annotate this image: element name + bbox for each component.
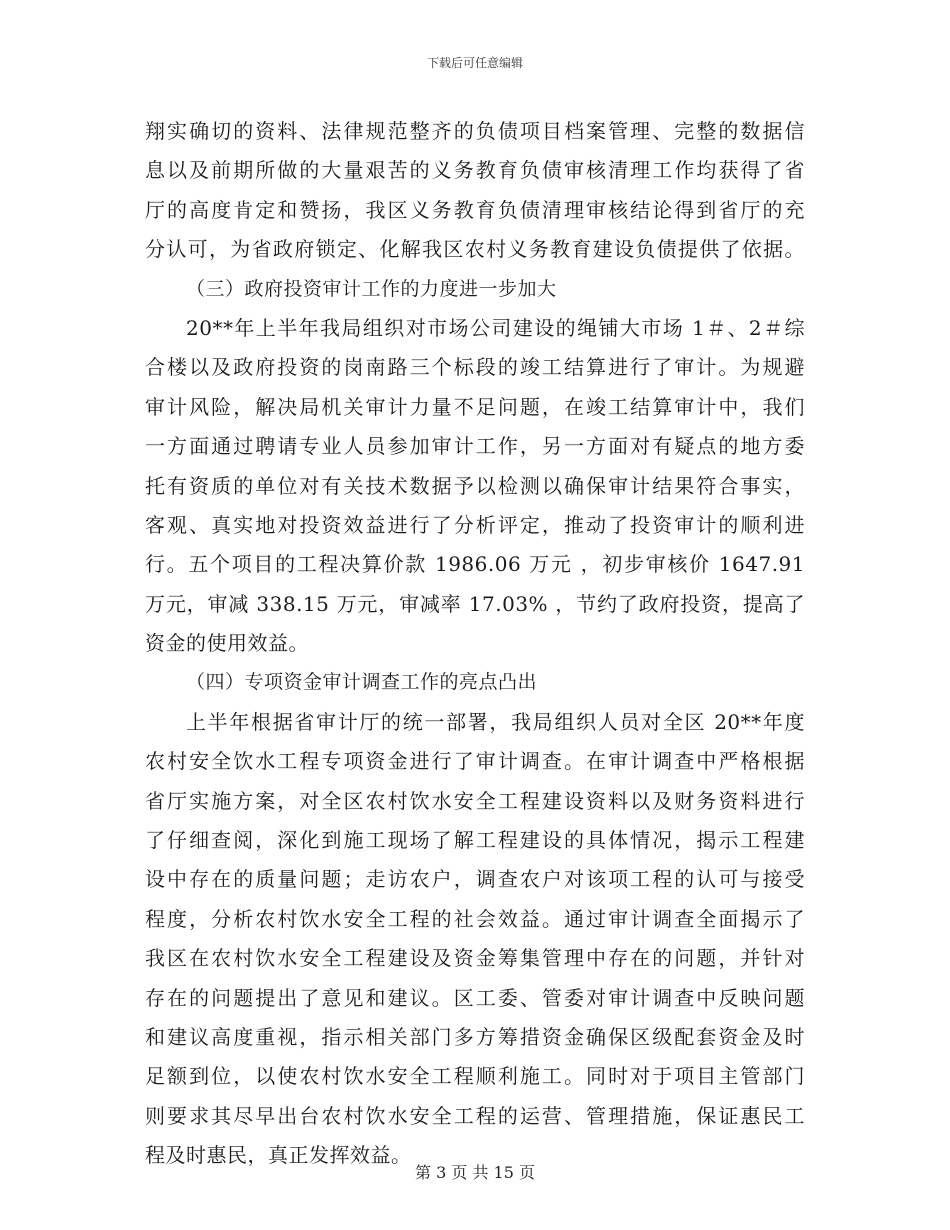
text-line: 我区在农村饮水安全工程建设及资金筹集管理中存在的问题，并针对 (145, 946, 805, 971)
text-line: 和建议高度重视，指示相关部门多方筹措资金确保区级配套资金及时 (145, 1024, 805, 1049)
text-line: 存在的问题提出了意见和建议。区工委、管委对审计调查中反映问题 (145, 985, 805, 1010)
text-line: 上半年根据省审计厅的统一部署，我局组织人员对全区 20**年度 (186, 709, 805, 734)
paragraph-investment-audit (145, 309, 805, 664)
text-line: 则要求其尽早出台农村饮水安全工程的运营、管理措施，保证惠民工 (145, 1103, 805, 1128)
text-line: 20**年上半年我局组织对市场公司建设的绳铺大市场 1＃、2＃综 (186, 315, 805, 340)
section-heading: （四）专项资金审计调查工作的亮点凸出 (186, 671, 538, 694)
text-line: 息以及前期所做的大量艰苦的义务教育负债审核清理工作均获得了省 (145, 158, 805, 183)
text-line: 合楼以及政府投资的岗南路三个标段的竣工结算进行了审计。为规避 (145, 355, 805, 380)
page-number: 第 3 页 共 15 页 (415, 1163, 535, 1182)
text-line: 足额到位，以使农村饮水安全工程顺利施工。同时对于项目主管部门 (145, 1064, 805, 1089)
text-line: 设中存在的质量问题；走访农户，调查农户对该项工程的认可与接受 (145, 867, 805, 892)
text-line: 厅的高度肯定和赞扬，我区义务教育负债清理审核结论得到省厅的充 (145, 197, 805, 222)
text-line: 翔实确切的资料、法律规范整齐的负债项目档案管理、完整的数据信 (145, 119, 805, 143)
text-line: 省厅实施方案，对全区农村饮水安全工程建设资料以及财务资料进行 (145, 788, 805, 813)
header-note: 下载后可任意编辑 (426, 56, 523, 70)
paragraph-continuation (145, 112, 805, 270)
text-line: 资金的使用效益。 (145, 631, 309, 656)
text-line: 农村安全饮水工程专项资金进行了审计调查。在审计调查中严格根据 (145, 749, 805, 774)
text-line: 审计风险，解决局机关审计力量不足问题，在竣工结算审计中，我们 (145, 394, 805, 419)
text-line: 客观、真实地对投资效益进行了分析评定，推动了投资审计的顺利进 (145, 512, 805, 537)
text-line: 托有资质的单位对有关技术数据予以检测以确保审计结果符合事实， (145, 473, 805, 498)
text-line: 了仔细查阅，深化到施工现场了解工程建设的具体情况，揭示工程建 (145, 828, 805, 853)
document-body (145, 112, 805, 1176)
text-line: 一方面通过聘请专业人员参加审计工作，另一方面对有疑点的地方委 (145, 434, 805, 459)
text-line: 程及时惠民，真正发挥效益。 (145, 1143, 412, 1168)
paragraph-special-fund-audit (145, 703, 805, 1176)
text-line: 分认可，为省政府锁定、化解我区农村义务教育建设负债提供了依据。 (145, 237, 805, 262)
text-line: 行。五个项目的工程决算价款 1986.06 万元 ，初步审核价 1647.91 (145, 552, 805, 577)
text-line: 万元，审减 338.15 万元，审减率 17.03% ，节约了政府投资，提高了 (145, 591, 805, 616)
text-line: 程度，分析农村饮水安全工程的社会效益。通过审计调查全面揭示了 (145, 906, 805, 931)
section-heading: （三）政府投资审计工作的力度进一步加大 (186, 277, 557, 300)
